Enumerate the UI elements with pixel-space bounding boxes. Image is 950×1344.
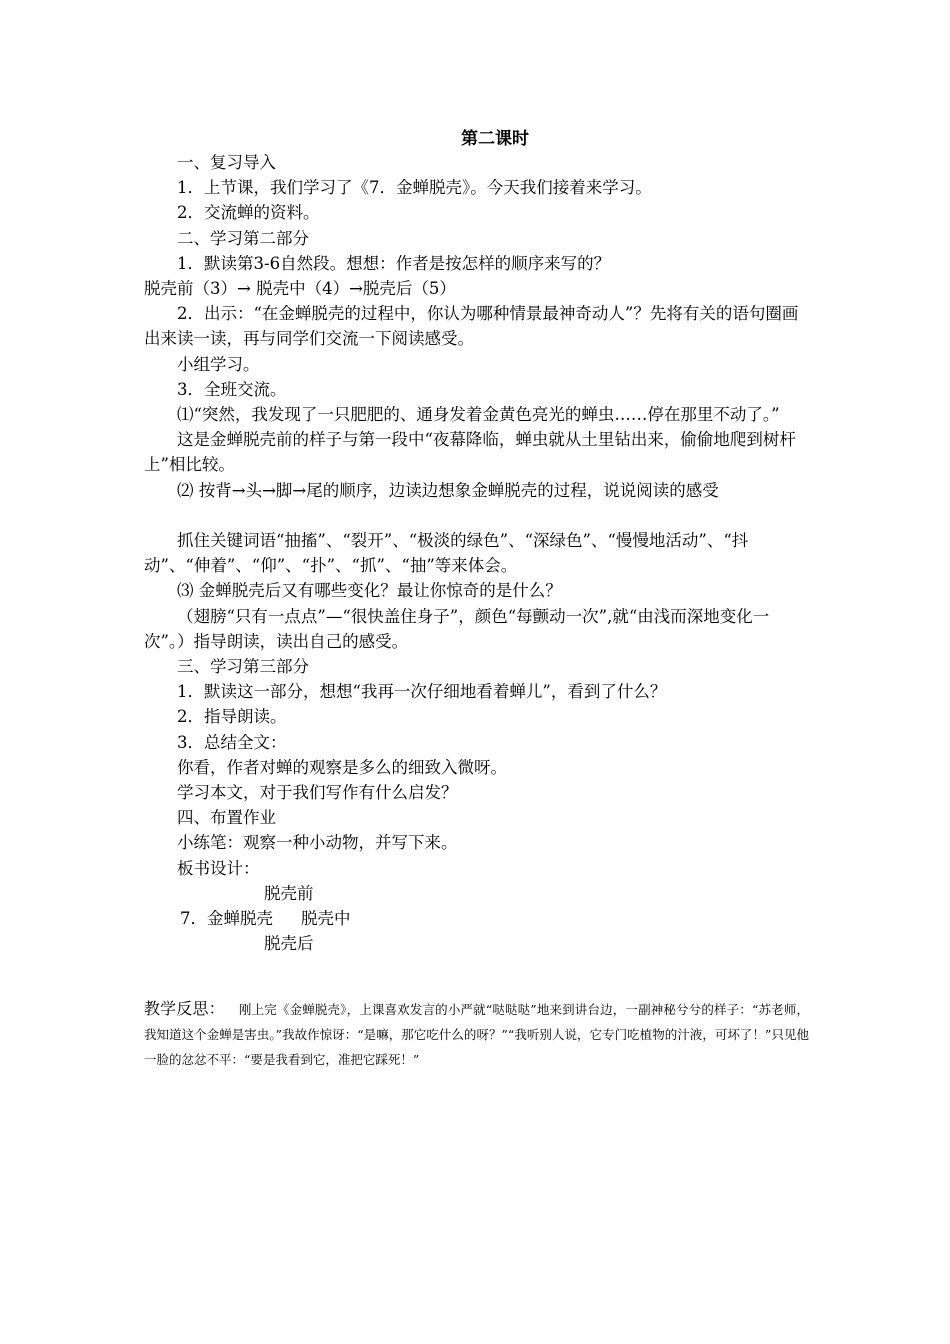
paragraph: 四、布置作业	[177, 808, 276, 828]
blank-line	[144, 503, 809, 528]
paragraph: ⑶ 金蝉脱壳后又有哪些变化？最让你惊奇的是什么？	[177, 581, 562, 601]
board-lesson-title: 7．金蝉脱壳	[180, 909, 273, 929]
paragraph: 1．上节课，我们学习了《7．金蝉脱壳》。今天我们接着来学习。	[177, 178, 652, 198]
paragraph: 2．指导朗读。	[177, 707, 287, 727]
paragraph: 3．总结全文：	[177, 732, 287, 752]
lesson-title: 第二课时	[461, 129, 529, 149]
paragraph: 一、复习导入	[177, 153, 276, 172]
paragraph: 脱壳前（3）→ 脱壳中（4）→脱壳后（5）	[144, 279, 456, 299]
paragraph: 3．全班交流。	[177, 379, 287, 399]
paragraph: （翅膀“只有一点点”—“很快盖住身子”，颜色“每颤动一次”,就“由浅而深地变化一次”。）指导朗读，读出自己的感受。	[144, 606, 770, 651]
paragraph: 板书设计：	[177, 858, 260, 878]
reflection-text: 刚上完《金蝉脱壳》，上课喜欢发言的小严就“哒哒哒”地来到讲台边，一副神秘兮兮的样子：“苏老师，我知道这个金蝉是害虫。”我故作惊讶：“是嘛，那它吃什么的呀？”“我听别人说，它专门吃植物的汁液，可坏了！”只见他一脸的忿忿不平：“要是我看到它，准把它踩死！”	[144, 1002, 809, 1067]
paragraph: 抓住关键词语“抽搐”、“裂开”、“极淡的绿色”、“深绿色”、“慢慢地活动”、“抖动”、“伸着”、“仰”、“扑”、“抓”、“抽”等来体会。	[144, 531, 749, 576]
paragraph: 小练笔：观察一种小动物，并写下来。	[177, 833, 458, 853]
board-design	[144, 881, 809, 957]
board-stage-after: 脱壳后	[264, 934, 314, 954]
board-stage-during: 脱壳中	[301, 909, 351, 929]
paragraph: 你看，作者对蝉的观察是多么的细致入微呀。	[177, 757, 507, 777]
paragraph: 小组学习。	[177, 354, 260, 374]
paragraph: 这是金蝉脱壳前的样子与第一段中“夜幕降临，蝉虫就从土里钻出来，偷偷地爬到树杆上”相比较。	[144, 430, 796, 475]
reflection-label: 教学反思：	[144, 999, 225, 1018]
paragraph: 学习本文，对于我们写作有什么启发？	[177, 783, 458, 803]
paragraph: 三、学习第三部分	[177, 657, 309, 677]
paragraph: 2．交流蝉的资料。	[177, 203, 320, 223]
paragraph: 二、学习第二部分	[177, 228, 309, 248]
paragraph: 1．默读这一部分，想想“我再一次仔细地看着蝉儿”，看到了什么？	[177, 682, 667, 702]
paragraph: 1．默读第3-6自然段。想想：作者是按怎样的顺序来写的？	[177, 253, 611, 273]
paragraph: 2．出示：“在金蝉脱壳的过程中，你认为哪种情景最神奇动人”？先将有关的语句圈画出来读一读，再与同学们交流一下阅读感受。	[144, 304, 799, 349]
board-stage-before: 脱壳前	[264, 883, 314, 903]
paragraph: ⑵ 按背→头→脚→尾的顺序，边读边想象金蝉脱壳的过程，说说阅读的感受	[177, 480, 719, 500]
lesson-body	[144, 150, 809, 956]
paragraph: ⑴“突然，我发现了一只肥肥的、通身发着金黄色亮光的蝉虫……停在那里不动了。”	[177, 405, 780, 425]
teaching-reflection	[144, 996, 809, 1072]
